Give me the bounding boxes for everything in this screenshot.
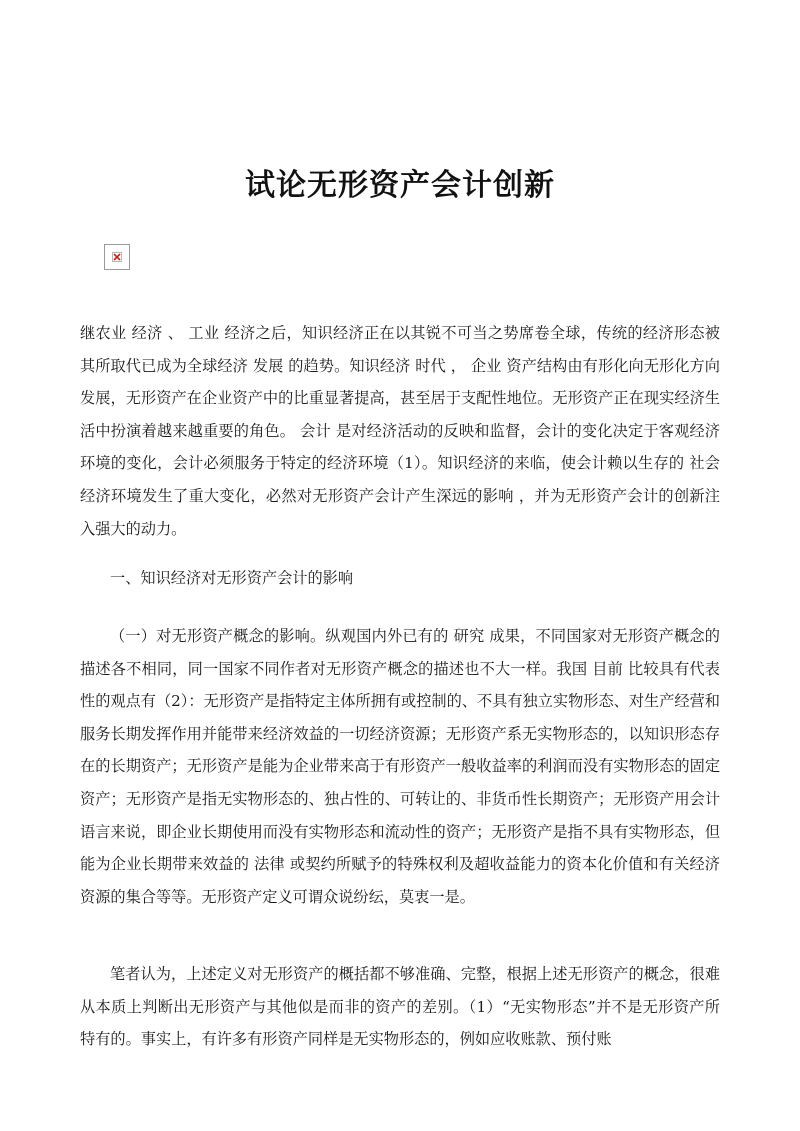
broken-image-icon: [104, 244, 130, 270]
concept-paragraph: （一）对无形资产概念的影响。纵观国内外已有的 研究 成果，不同国家对无形资产概念的描述各不相同，同一国家不同作者对无形资产概念的描述也不大一样。我国 目前 比较具有代表性的观点有（2）：无形资产是指特定主体所拥有或控制的、不具有独立实物形态、对生产经营和服务长期发挥作用并能带来经济效益的一切经济资源；无形资产系无实物形态的，以知识形态存在的长期资产；无形资产是能为企业带来高于有形资产一般收益率的利润而没有实物形态的固定资产；无形资产是指无实物形态的、独占性的、可转让的、非货币性长期资产；无形资产用会计语言来说，即企业长期使用而没有实物形态和流动性的资产；无形资产是指不具有实物形态，但能为企业长期带来效益的 法律 或契约所赋予的特殊权利及超收益能力的资本化价值和有关经济资源的集合等等。无形资产定义可谓众说纷纭，莫衷一是。: [80, 627, 720, 906]
red-x-icon: [113, 253, 121, 261]
document-title: 试论无形资产会计创新: [245, 168, 555, 203]
author-view-paragraph: 笔者认为，上述定义对无形资产的概括都不够准确、完整，根据上述无形资产的概念，很难从本质上判断出无形资产与其他似是而非的资产的差别。（1）“无实物形态”并不是无形资产所特有的。事实上，有许多有形资产同样是无实物形态的，例如应收账款、预付账: [80, 965, 720, 1049]
intro-paragraph: 继农业 经济 、 工业 经济之后，知识经济正在以其锐不可当之势席卷全球，传统的经济形态被其所取代已成为全球经济 发展 的趋势。知识经济 时代 ， 企业 资产结构由有形化向无形化方向发展，无形资产在企业资产中的比重显著提高，甚至居于支配性地位。无形资产正在现实经济生活中扮演着越来越重要的角色。 会计 是对经济活动的反映和监督，会计的变化决定于客观经济环境的变化，会计必须服务于特定的经济环境（1）。知识经济的来临，使会计赖以生存的 社会 经济环境发生了重大变化，必然对无形资产会计产生深远的影响 ，并为无形资产会计的创新注入强大的动力。: [80, 324, 720, 538]
section-heading: 一、知识经济对无形资产会计的影响: [110, 569, 353, 587]
